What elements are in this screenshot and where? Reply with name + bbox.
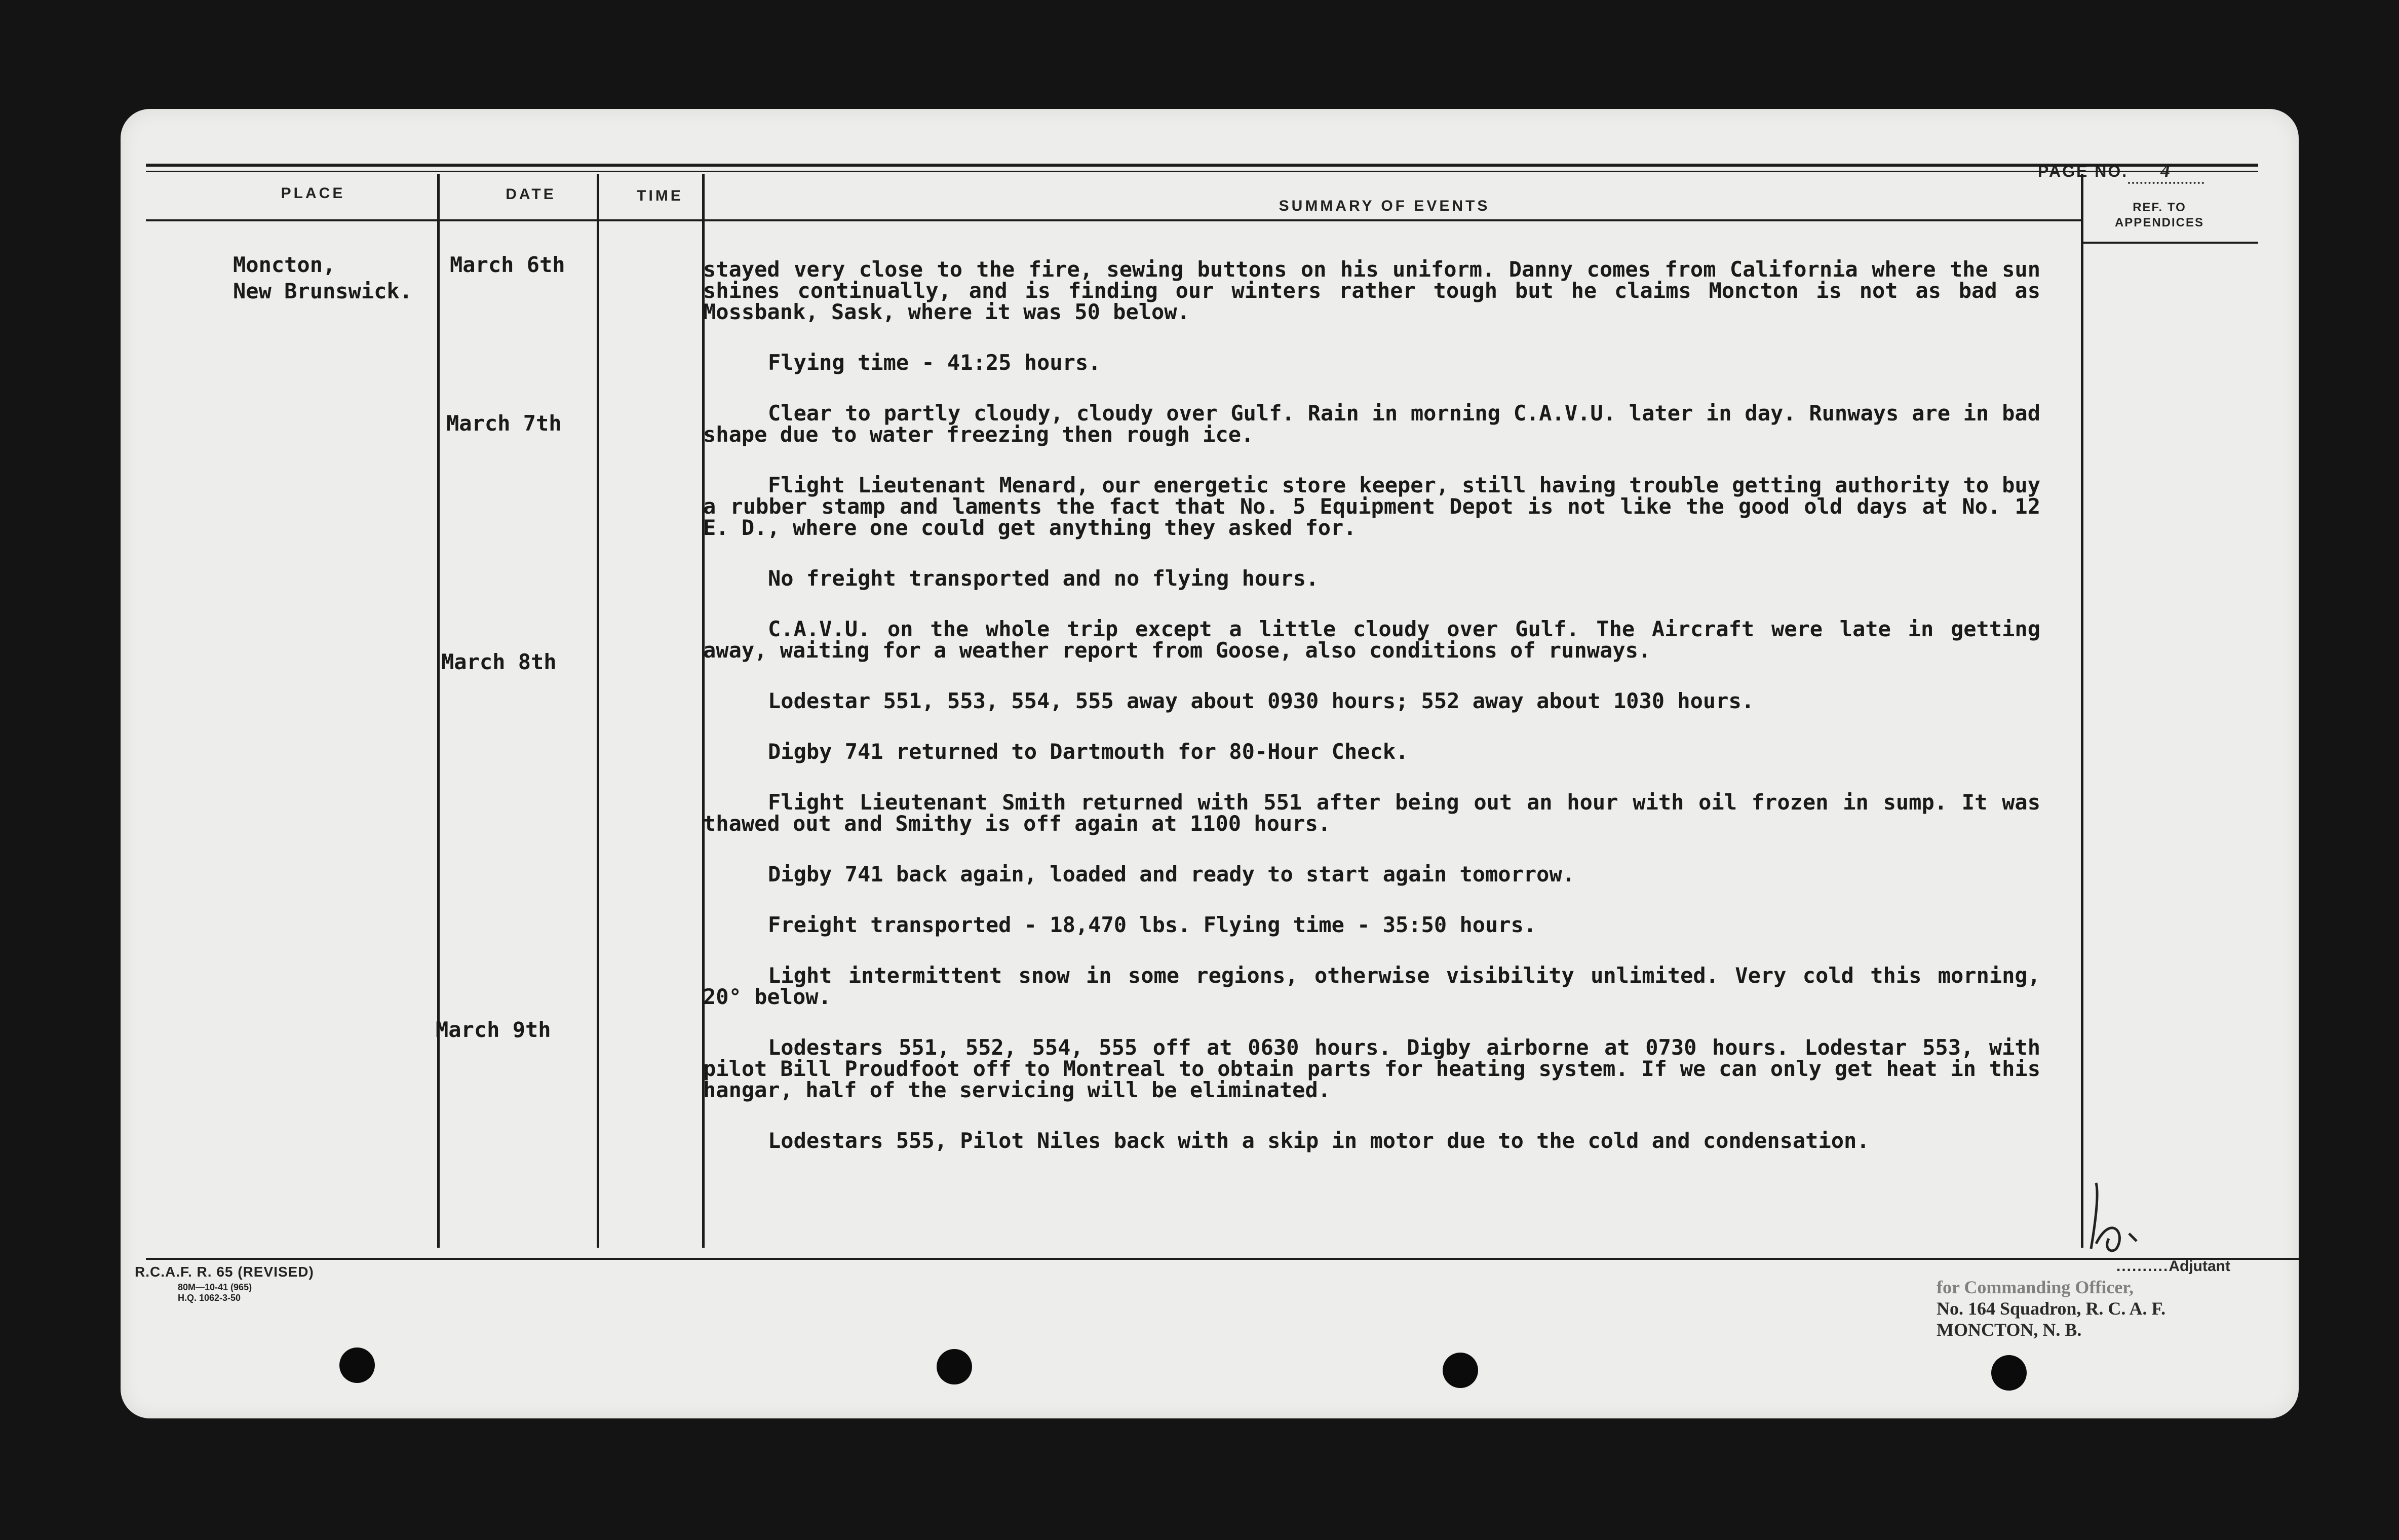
entry: Flight Lieutenant Smith returned with 551 after being out an hour with oil frozen in sump. It was thawed out and Smithy is off again at 1100 hours. [703,790,2040,836]
entry: Lodestars 551, 552, 554, 555 off at 0630 hours. Digby airborne at 0730 hours. Lodestar 553, with pilot Bill Proudfoot off to Montreal to obtain parts for heating system. If we can only get heat in this hangar, half of the servicing will be eliminated. [703,1035,2040,1102]
punch-hole [1991,1355,2027,1391]
entry: Flight Lieutenant Menard, our energetic store keeper, still having trouble getting authority to buy a rubber stamp and laments the fact that No. 5 Equipment Depot is not like the good old days at No. 12 E. D., where one could get anything they asked for. [703,473,2040,540]
top-rule-1 [146,164,2258,167]
place-cell [233,252,412,304]
header-ref-line1: REF. TO [2133,201,2186,214]
form-ref-line2: 80M—10-41 (965) [178,1282,252,1292]
column-rule-place [437,174,440,1248]
entry: Lodestar 551, 553, 554, 555 away about 0930 hours; 552 away about 1030 hours. [768,688,1755,713]
entry: Flying time - 41:25 hours. [768,350,1101,375]
top-rule-2 [146,171,2258,172]
form-ref-line3: H.Q. 1062-3-50 [178,1293,241,1303]
date-march-9: March 9th [436,1017,551,1042]
signature-line2: No. 164 Squadron, R. C. A. F. [1937,1298,2166,1319]
signature-stamp [1937,1277,2165,1340]
header-time: TIME [637,187,683,204]
entry: Light intermittent snow in some regions, otherwise visibility unlimited. Very cold this morning, 20° below. [703,963,2040,1009]
entry: Lodestars 555, Pilot Niles back with a skip in motor due to the cold and condensation. [768,1128,1870,1153]
column-rule-date [597,174,599,1248]
punch-hole [937,1349,972,1384]
header-rule-ref [2083,242,2258,244]
punch-hole [1443,1353,1478,1388]
date-march-6: March 6th [450,252,565,277]
initials-scribble [2081,1173,2152,1259]
entry: No freight transported and no flying hours. [768,566,1319,591]
signature-line3: MONCTON, N. B. [1937,1320,2082,1340]
entry: C.A.V.U. on the whole trip except a little cloudy over Gulf. The Aircraft were late in getting away, waiting for a weather report from Goose, also conditions of runways. [703,617,2040,663]
adjutant-line: ..........Adjutant [2116,1258,2230,1275]
header-rule [146,219,2083,221]
document-sheet [121,109,2299,1418]
place-line1: Moncton, [233,252,336,277]
header-summary: SUMMARY OF EVENTS [1279,198,1490,214]
entry: Digby 741 returned to Dartmouth for 80-Hour Check. [768,739,1409,764]
bottom-rule [146,1258,2299,1260]
entry: stayed very close to the fire, sewing buttons on his uniform. Danny comes from California where the sun shines continually, and is finding our winters rather tough but he claims Moncton is not as bad as Mossbank, Sask, where it was 50 below. [703,257,2040,324]
signature-line1: for Commanding Officer, [1937,1277,2134,1297]
column-rule-summary [2081,174,2083,1248]
form-ref-line1: R.C.A.F. R. 65 (REVISED) [135,1264,314,1280]
header-ref-line2: APPENDICES [2114,216,2204,229]
form-reference [135,1264,314,1303]
adjutant-label: Adjutant [2169,1258,2230,1275]
header-place: PLACE [281,185,345,202]
header-date: DATE [506,186,556,203]
entry: Freight transported - 18,470 lbs. Flying time - 35:50 hours. [768,912,1537,937]
entry: Digby 741 back again, loaded and ready to start again tomorrow. [768,862,1575,887]
summary-of-events [703,259,2040,1151]
date-march-7: March 7th [446,411,562,436]
punch-hole [339,1348,375,1383]
place-line2: New Brunswick. [233,279,413,303]
entry: Clear to partly cloudy, cloudy over Gulf. Rain in morning C.A.V.U. later in day. Runways are in bad shape due to water freezing then rough ice. [703,401,2040,447]
date-march-8: March 8th [441,649,557,674]
header-ref-appendices [2083,200,2235,230]
